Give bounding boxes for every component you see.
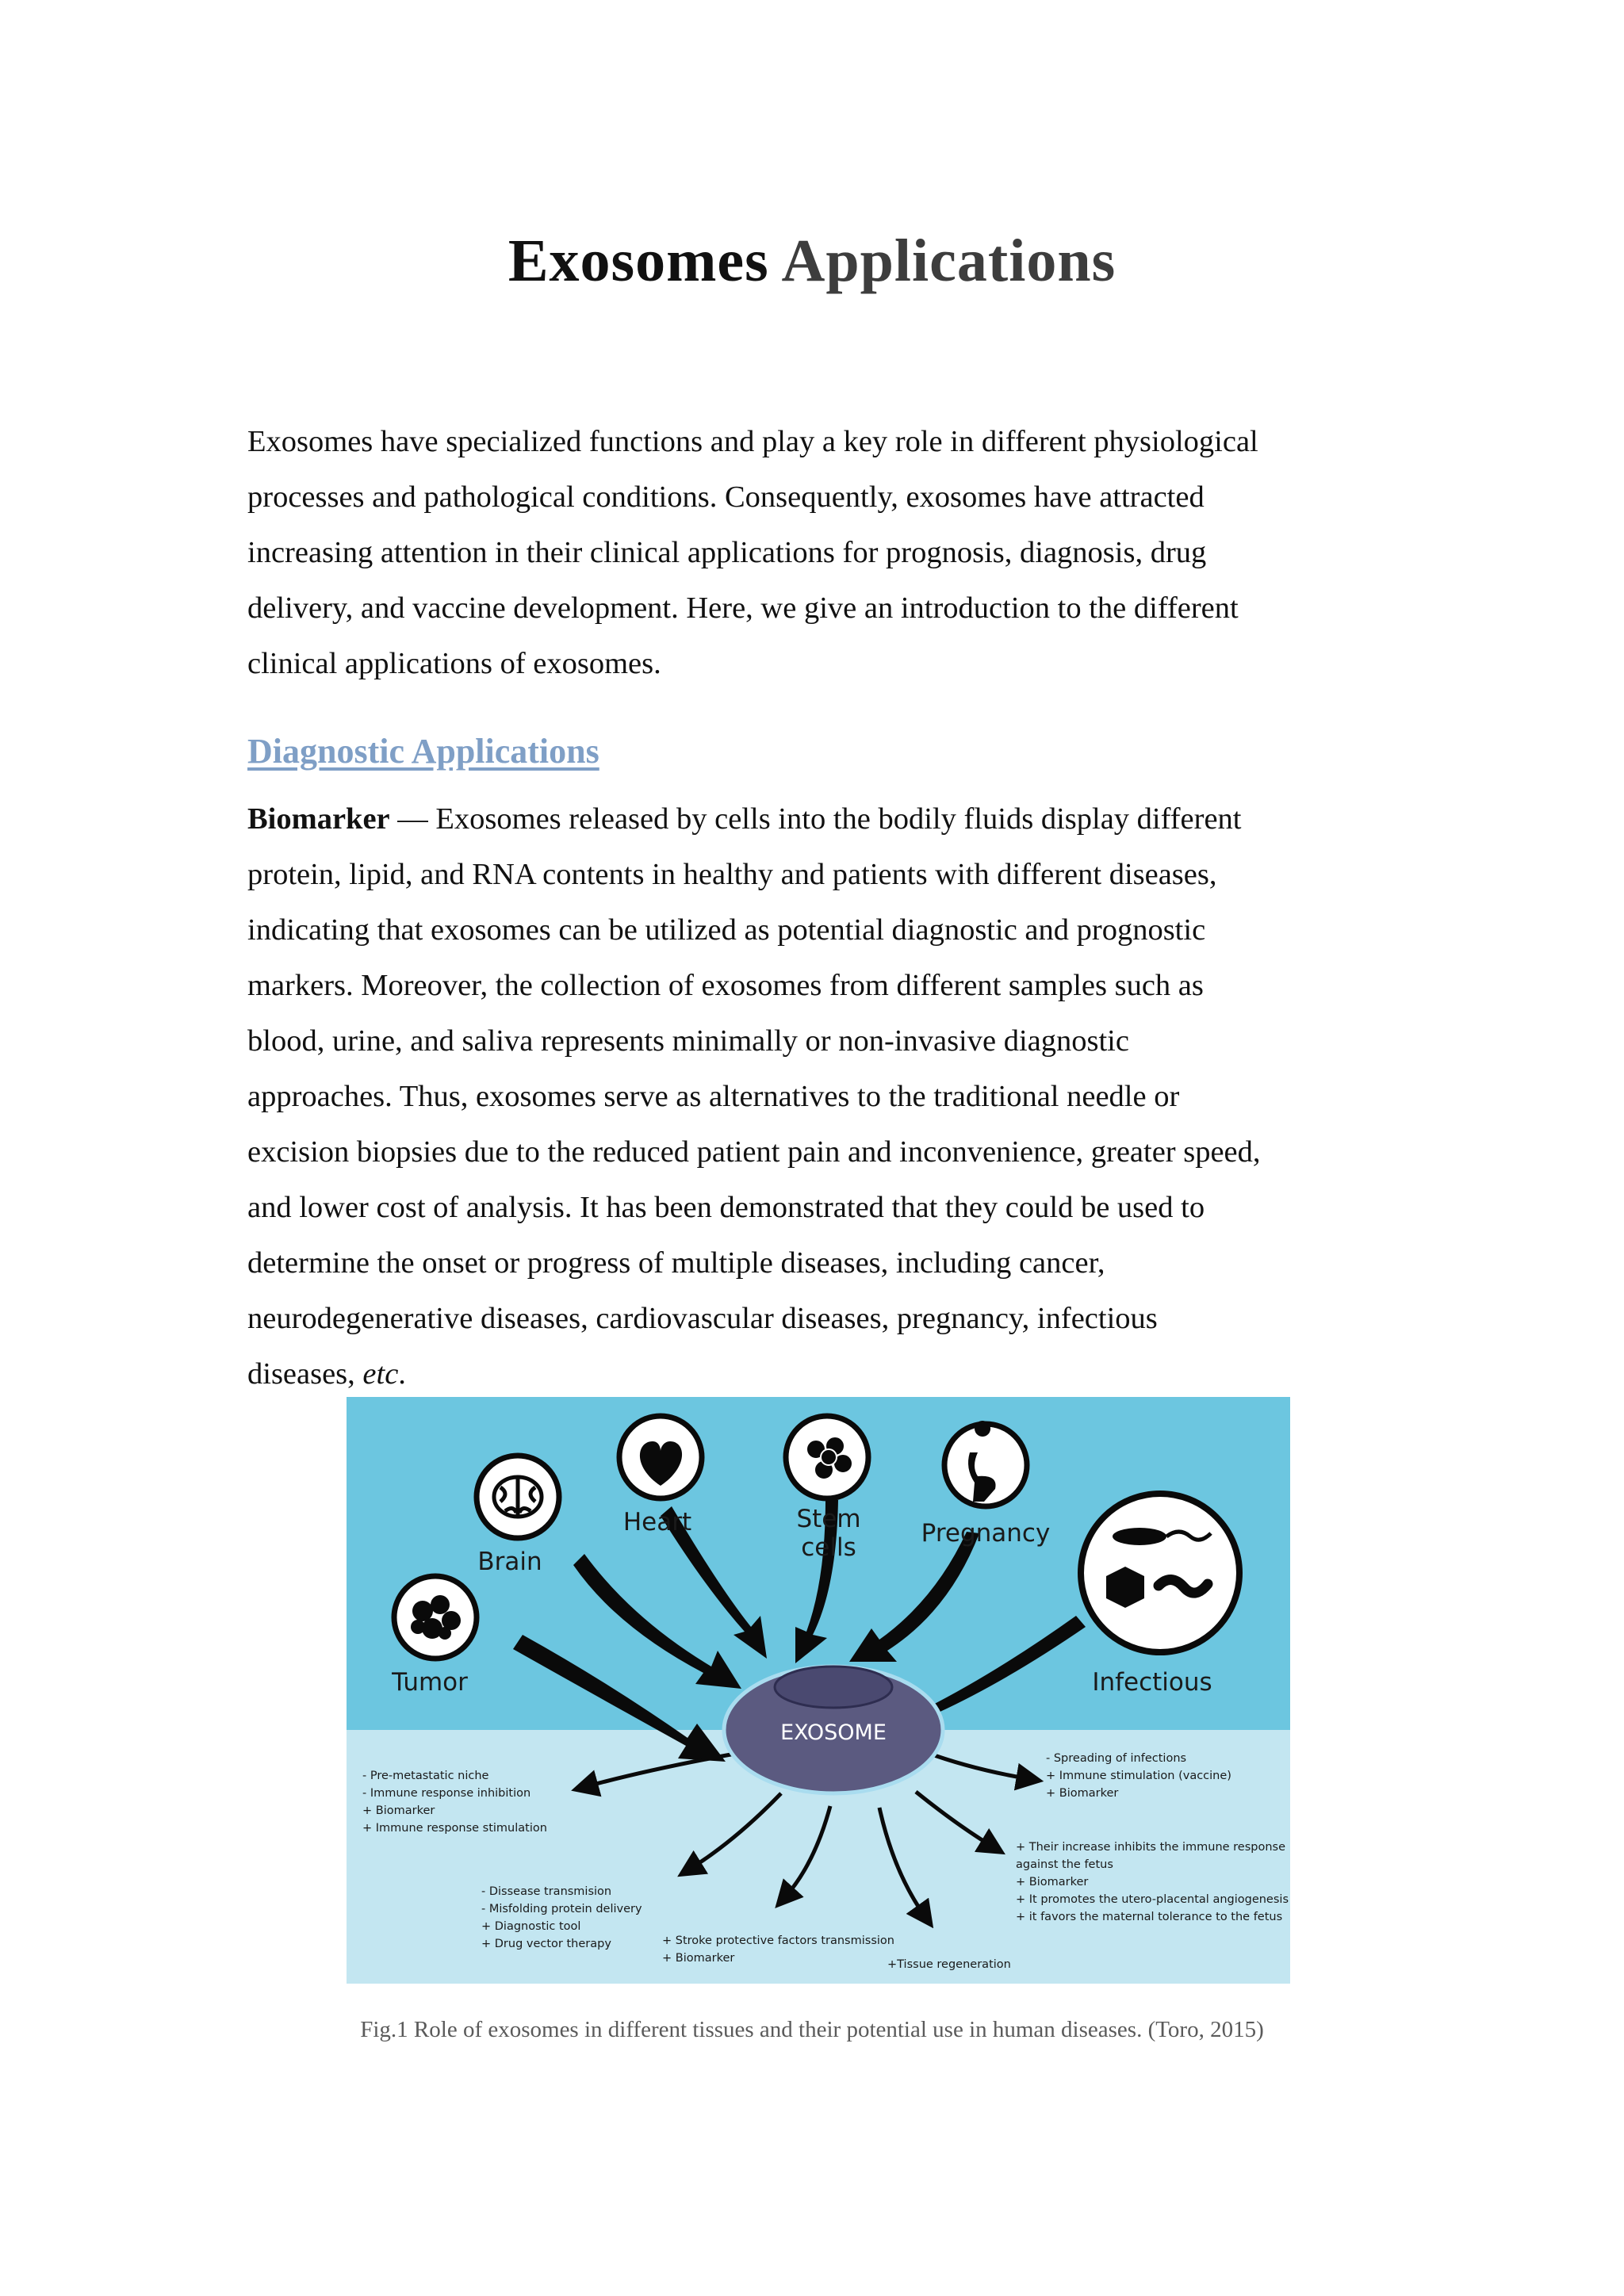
title-part-1: Exosomes (508, 228, 769, 294)
note-line: + Biomarker (362, 1804, 435, 1817)
tumor-node (391, 1576, 477, 1697)
intro-line: processes and pathological conditions. Consequently, exosomes have attracted (247, 480, 1205, 514)
term-dash: — (389, 802, 436, 836)
biomarker-line: excision biopsies due to the reduced patient pain and inconvenience, greater speed, (247, 1135, 1261, 1169)
note-line: + Stroke protective factors transmission (662, 1934, 894, 1947)
note-line: - Immune response inhibition (362, 1787, 531, 1800)
exosome-opening (775, 1667, 892, 1708)
note-line: + Their increase inhibits the immune response (1016, 1841, 1286, 1854)
intro-line: clinical applications of exosomes. (247, 647, 661, 680)
note-line: + Biomarker (1016, 1876, 1089, 1888)
note-line: + It promotes the utero-placental angiogenesis (1016, 1893, 1289, 1906)
biomarker-line: protein, lipid, and RNA contents in healthy and patients with different diseases, (247, 858, 1217, 891)
page-title (0, 227, 1624, 296)
note-line: +Tissue regeneration (887, 1958, 1011, 1971)
pregnancy-label: Pregnancy (921, 1519, 1051, 1548)
biomarker-line (247, 791, 1389, 847)
heart-node (619, 1416, 702, 1536)
brain-label: Brain (477, 1548, 542, 1576)
intro-line: delivery, and vaccine development. Here, we give an introduction to the different (247, 591, 1239, 625)
intro-line: increasing attention in their clinical applications for prognosis, diagnosis, drug (247, 536, 1207, 569)
title-part-2: Applications (781, 228, 1116, 294)
exosome-diagram (347, 1397, 1290, 1984)
etc-italic: etc (362, 1357, 399, 1391)
note-line: - Pre-metastatic niche (362, 1770, 489, 1782)
note-line: + Biomarker (1046, 1787, 1119, 1800)
note-line: + it favors the maternal tolerance to the fetus (1016, 1911, 1283, 1923)
infectious-label: Infectious (1092, 1668, 1212, 1697)
figure-caption: Fig.1 Role of exosomes in different tissues and their potential use in human diseases. (Toro, 2015) (360, 2017, 1264, 2042)
note-line: - Dissease transmision (481, 1885, 612, 1898)
biomarker-line: determine the onset or progress of multiple diseases, including cancer, (247, 1246, 1105, 1280)
note-line: - Spreading of infections (1046, 1752, 1187, 1765)
note-line: + Drug vector therapy (481, 1938, 611, 1950)
note-line: + Diagnostic tool (481, 1920, 581, 1933)
section-heading-diagnostic: Diagnostic Applications (247, 732, 599, 771)
heart-label: Heart (622, 1508, 692, 1536)
note-line: against the fetus (1016, 1858, 1113, 1871)
biomarker-line: approaches. Thus, exosomes serve as alternatives to the traditional needle or (247, 1080, 1180, 1113)
intro-paragraph (247, 414, 1389, 691)
note-line: + Immune stimulation (vaccine) (1046, 1770, 1231, 1782)
note-line: - Misfolding protein delivery (481, 1903, 642, 1915)
exosome-label: EXOSOME (780, 1720, 887, 1745)
stem-cells-label-line2: cells (801, 1533, 856, 1562)
note-line: + Biomarker (662, 1952, 735, 1965)
note-line: + Immune response stimulation (362, 1822, 547, 1835)
biomarker-line: and lower cost of analysis. It has been demonstrated that they could be used to (247, 1191, 1205, 1224)
intro-line: Exosomes have specialized functions and play a key role in different physiological (247, 425, 1258, 458)
exosome-figure (347, 1397, 1290, 1984)
biomarker-line: markers. Moreover, the collection of exosomes from different samples such as (247, 969, 1204, 1002)
last-line-end: . (398, 1357, 406, 1391)
biomarker-line: neurodegenerative diseases, cardiovascular diseases, pregnancy, infectious (247, 1302, 1158, 1335)
stem-cells-label-line1: Stem (796, 1505, 861, 1533)
stem-notes (887, 1958, 1011, 1971)
first-line-text: Exosomes released by cells into the bodily fluids display different (435, 802, 1242, 836)
biomarker-line: indicating that exosomes can be utilized as potential diagnostic and prognostic (247, 913, 1206, 947)
biomarker-line: blood, urine, and saliva represents minimally or non-invasive diagnostic (247, 1024, 1129, 1058)
biomarker-term: Biomarker (247, 802, 390, 836)
biomarker-paragraph (247, 791, 1389, 1402)
biomarker-line (247, 1346, 1389, 1402)
last-line-start: diseases, (247, 1357, 363, 1391)
tumor-label: Tumor (392, 1668, 468, 1697)
